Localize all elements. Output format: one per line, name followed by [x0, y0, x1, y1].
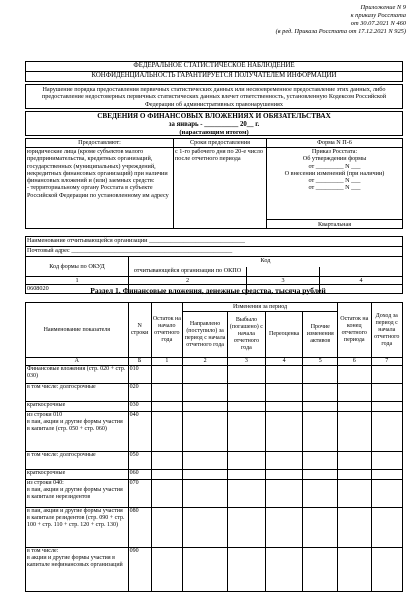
row-line-code: 050 [128, 452, 151, 470]
value-cell-col-2[interactable] [183, 548, 228, 592]
value-cell-col-4[interactable] [265, 384, 303, 402]
col-reval-header: Переоценка [265, 312, 303, 358]
col-name-header: Наименование показателя [26, 303, 129, 358]
value-cell-col-3[interactable] [228, 548, 266, 592]
value-cell-col-3[interactable] [228, 508, 266, 548]
value-cell-col-6[interactable] [338, 384, 372, 402]
row-indicator-name: из строки 010 в паи, акции и другие формы участия в капитале (стр. 050 + стр. 060) [26, 412, 129, 452]
org-col-2: 2 [129, 277, 247, 285]
value-cell-col-3[interactable] [228, 402, 266, 412]
value-cell-col-5[interactable] [303, 480, 338, 508]
org-col-4: 4 [320, 277, 403, 285]
org-col-1: 1 [26, 277, 129, 285]
value-cell-col-1[interactable] [151, 366, 182, 384]
confidential-banner-text: КОНФИДЕНЦИАЛЬНОСТЬ ГАРАНТИРУЕТСЯ ПОЛУЧАТЕЛЕМ ИНФОРМАЦИИ [91, 72, 337, 79]
value-cell-col-2[interactable] [183, 384, 228, 402]
value-cell-col-6[interactable] [338, 452, 372, 470]
col-num-b: Б [128, 358, 151, 366]
value-cell-col-1[interactable] [151, 412, 182, 452]
value-cell-col-5[interactable] [303, 452, 338, 470]
col-num-2: 2 [183, 358, 228, 366]
col-income-header: Доход за период с начала отчетного года [371, 303, 403, 358]
value-cell-col-1[interactable] [151, 548, 182, 592]
value-cell-col-2[interactable] [183, 452, 228, 470]
form-period: за январь - __________ 20__ г. [168, 120, 260, 128]
deadline-header: Сроки предоставления [174, 139, 267, 148]
table-row [26, 480, 403, 508]
row-line-code: 040 [128, 412, 151, 452]
table-row [26, 548, 403, 592]
header-order-date: от 30.07.2021 N 460 [350, 20, 406, 27]
value-cell-col-1[interactable] [151, 480, 182, 508]
row-line-code: 090 [128, 548, 151, 592]
submission-table [25, 138, 403, 229]
postal-address-field[interactable]: Почтовый адрес ____________________________________________________ [26, 247, 403, 257]
document-header [196, 4, 406, 36]
value-cell-col-3[interactable] [228, 366, 266, 384]
col-line-header: N строки [128, 303, 151, 358]
value-cell-col-6[interactable] [338, 402, 372, 412]
value-cell-col-7[interactable] [371, 470, 403, 480]
col-in-header: Направлено (поступило) за период с начала отчетного года [183, 312, 228, 358]
value-cell-col-1[interactable] [151, 508, 182, 548]
column-numbers-row [26, 358, 403, 366]
value-cell-col-1[interactable] [151, 470, 182, 480]
org-name-field[interactable]: Наименование отчитывающейся организации _______________________________ [26, 237, 403, 247]
section-title: Раздел 1. Финансовые вложения, денежные средства, тысяча рублей [90, 286, 326, 295]
value-cell-col-5[interactable] [303, 508, 338, 548]
value-cell-col-3[interactable] [228, 452, 266, 470]
col-num-4: 4 [265, 358, 303, 366]
row-line-code: 010 [128, 366, 151, 384]
table-row [26, 452, 403, 470]
table-row [26, 508, 403, 548]
form-cumulative: (нарастающим итогом) [179, 128, 249, 136]
value-cell-col-1[interactable] [151, 402, 182, 412]
row-indicator-name: краткосрочные [26, 402, 129, 412]
header-appendix: Приложение N 9 [360, 4, 406, 11]
value-cell-col-5[interactable] [303, 384, 338, 402]
submitters-text: юридические лица (кроме субъектов малого предпринимательства, кредитных организаций, государственных (муниципальных) учреждений, некредитных финансовых организаций) при наличии финансовых вложений и (или) заемных средств: - территориальному органу Росстата в субъекте Российской Федерации по установленному им адресу [26, 148, 174, 229]
value-cell-col-6[interactable] [338, 480, 372, 508]
value-cell-col-1[interactable] [151, 384, 182, 402]
value-cell-col-4[interactable] [265, 402, 303, 412]
row-indicator-name: в том числе: долгосрочные [26, 384, 129, 402]
value-cell-col-4[interactable] [265, 412, 303, 452]
confidential-banner [25, 71, 403, 82]
col-num-7: 7 [371, 358, 403, 366]
value-cell-col-6[interactable] [338, 548, 372, 592]
financial-investments-table [25, 302, 403, 592]
value-cell-col-7[interactable] [371, 452, 403, 470]
table-row [26, 366, 403, 384]
okpo-label: отчитывающейся организации по ОКПО [129, 267, 247, 277]
row-line-code: 060 [128, 470, 151, 480]
value-cell-col-2[interactable] [183, 412, 228, 452]
col-start-header: Остаток на начало отчетного года [151, 303, 182, 358]
deadline-text: с 1-го рабочего дня по 20-е число после отчетного периода [174, 148, 267, 229]
col-other-header: Прочие изменения активов [303, 312, 338, 358]
value-cell-col-7[interactable] [371, 402, 403, 412]
value-cell-col-5[interactable] [303, 412, 338, 452]
value-cell-col-2[interactable] [183, 508, 228, 548]
value-cell-col-5[interactable] [303, 402, 338, 412]
row-line-code: 080 [128, 508, 151, 548]
form-number-header: Форма N П-6 [267, 139, 403, 148]
warning-banner [25, 84, 403, 109]
row-indicator-name: краткосрочные [26, 470, 129, 480]
federal-banner-text: ФЕДЕРАЛЬНОЕ СТАТИСТИЧЕСКОЕ НАБЛЮДЕНИЕ [133, 62, 295, 69]
row-indicator-name: в паи, акции и другие формы участия в капитале резидентов (стр. 090 + стр. 100 + стр. 110 + стр. 120 + стр. 130) [26, 508, 129, 548]
value-cell-col-5[interactable] [303, 366, 338, 384]
row-line-code: 020 [128, 384, 151, 402]
value-cell-col-2[interactable] [183, 366, 228, 384]
row-indicator-name: в том числе: долгосрочные [26, 452, 129, 470]
form-title-block [25, 111, 403, 136]
col-changes-header: Изменения за период [183, 303, 338, 312]
value-cell-col-4[interactable] [265, 508, 303, 548]
periodicity: Квартальная [267, 220, 403, 229]
row-line-code: 070 [128, 480, 151, 508]
value-cell-col-6[interactable] [338, 366, 372, 384]
value-cell-col-7[interactable] [371, 412, 403, 452]
col-end-header: Остаток на конец отчетного периода [338, 303, 372, 358]
value-cell-col-7[interactable] [371, 384, 403, 402]
value-cell-col-2[interactable] [183, 402, 228, 412]
value-cell-col-7[interactable] [371, 548, 403, 592]
okud-label: Код формы по ОКУД [26, 257, 129, 277]
submitters-header: Предоставляют: [26, 139, 174, 148]
table-row [26, 384, 403, 402]
row-indicator-name: Финансовые вложения (стр. 020 + стр. 030) [26, 366, 129, 384]
header-order: к приказу Росстата [350, 12, 406, 19]
table-row [26, 402, 403, 412]
table-body [26, 366, 403, 592]
value-cell-col-1[interactable] [151, 452, 182, 470]
col-num-3: 3 [228, 358, 266, 366]
col-num-a: А [26, 358, 129, 366]
value-cell-col-4[interactable] [265, 470, 303, 480]
table-row [26, 412, 403, 452]
row-line-code: 030 [128, 402, 151, 412]
value-cell-col-4[interactable] [265, 480, 303, 508]
value-cell-col-4[interactable] [265, 548, 303, 592]
okud-value: 0608020 [26, 285, 129, 294]
form-title: СВЕДЕНИЯ О ФИНАНСОВЫХ ВЛОЖЕНИЯХ И ОБЯЗАТЕЛЬСТВАХ [97, 112, 331, 120]
value-cell-col-5[interactable] [303, 470, 338, 480]
value-cell-col-2[interactable] [183, 470, 228, 480]
col-out-header: Выбыло (погашено) с начала отчетного года [228, 312, 266, 358]
value-cell-col-3[interactable] [228, 480, 266, 508]
col-num-6: 6 [338, 358, 372, 366]
approval-text: Приказ Росстата: Об утверждении формы от _________ N ___ О внесении изменений (при наличии) от _________ N ___ от _________ N ___ [267, 148, 403, 220]
value-cell-col-4[interactable] [265, 366, 303, 384]
code-label: Код [129, 257, 403, 267]
value-cell-col-3[interactable] [228, 384, 266, 402]
row-indicator-name: из строки 040: в паи, акции и другие формы участия в капитале нерезидентов [26, 480, 129, 508]
org-col-3: 3 [247, 277, 320, 285]
value-cell-col-6[interactable] [338, 508, 372, 548]
value-cell-col-3[interactable] [228, 412, 266, 452]
value-cell-col-7[interactable] [371, 480, 403, 508]
value-cell-col-3[interactable] [228, 470, 266, 480]
value-cell-col-6[interactable] [338, 412, 372, 452]
warning-text: Нарушение порядка предоставления первичных статистических данных или несвоевременное предоставление этих данных, либо предоставление недостоверных первичных статистических данных влечет ответственность, установленную Кодексом Российской Федерации об административных правонарушениях [41, 86, 387, 108]
header-amendment: (в ред. Приказа Росстата от 17.12.2021 N 925) [275, 28, 406, 35]
col-num-1: 1 [151, 358, 182, 366]
row-indicator-name: в том числе: в акции и другие формы участия в капитале нефинансовых организаций [26, 548, 129, 592]
value-cell-col-4[interactable] [265, 452, 303, 470]
value-cell-col-5[interactable] [303, 548, 338, 592]
col-num-5: 5 [303, 358, 338, 366]
value-cell-col-7[interactable] [371, 508, 403, 548]
value-cell-col-6[interactable] [338, 470, 372, 480]
value-cell-col-2[interactable] [183, 480, 228, 508]
value-cell-col-7[interactable] [371, 366, 403, 384]
table-row [26, 470, 403, 480]
